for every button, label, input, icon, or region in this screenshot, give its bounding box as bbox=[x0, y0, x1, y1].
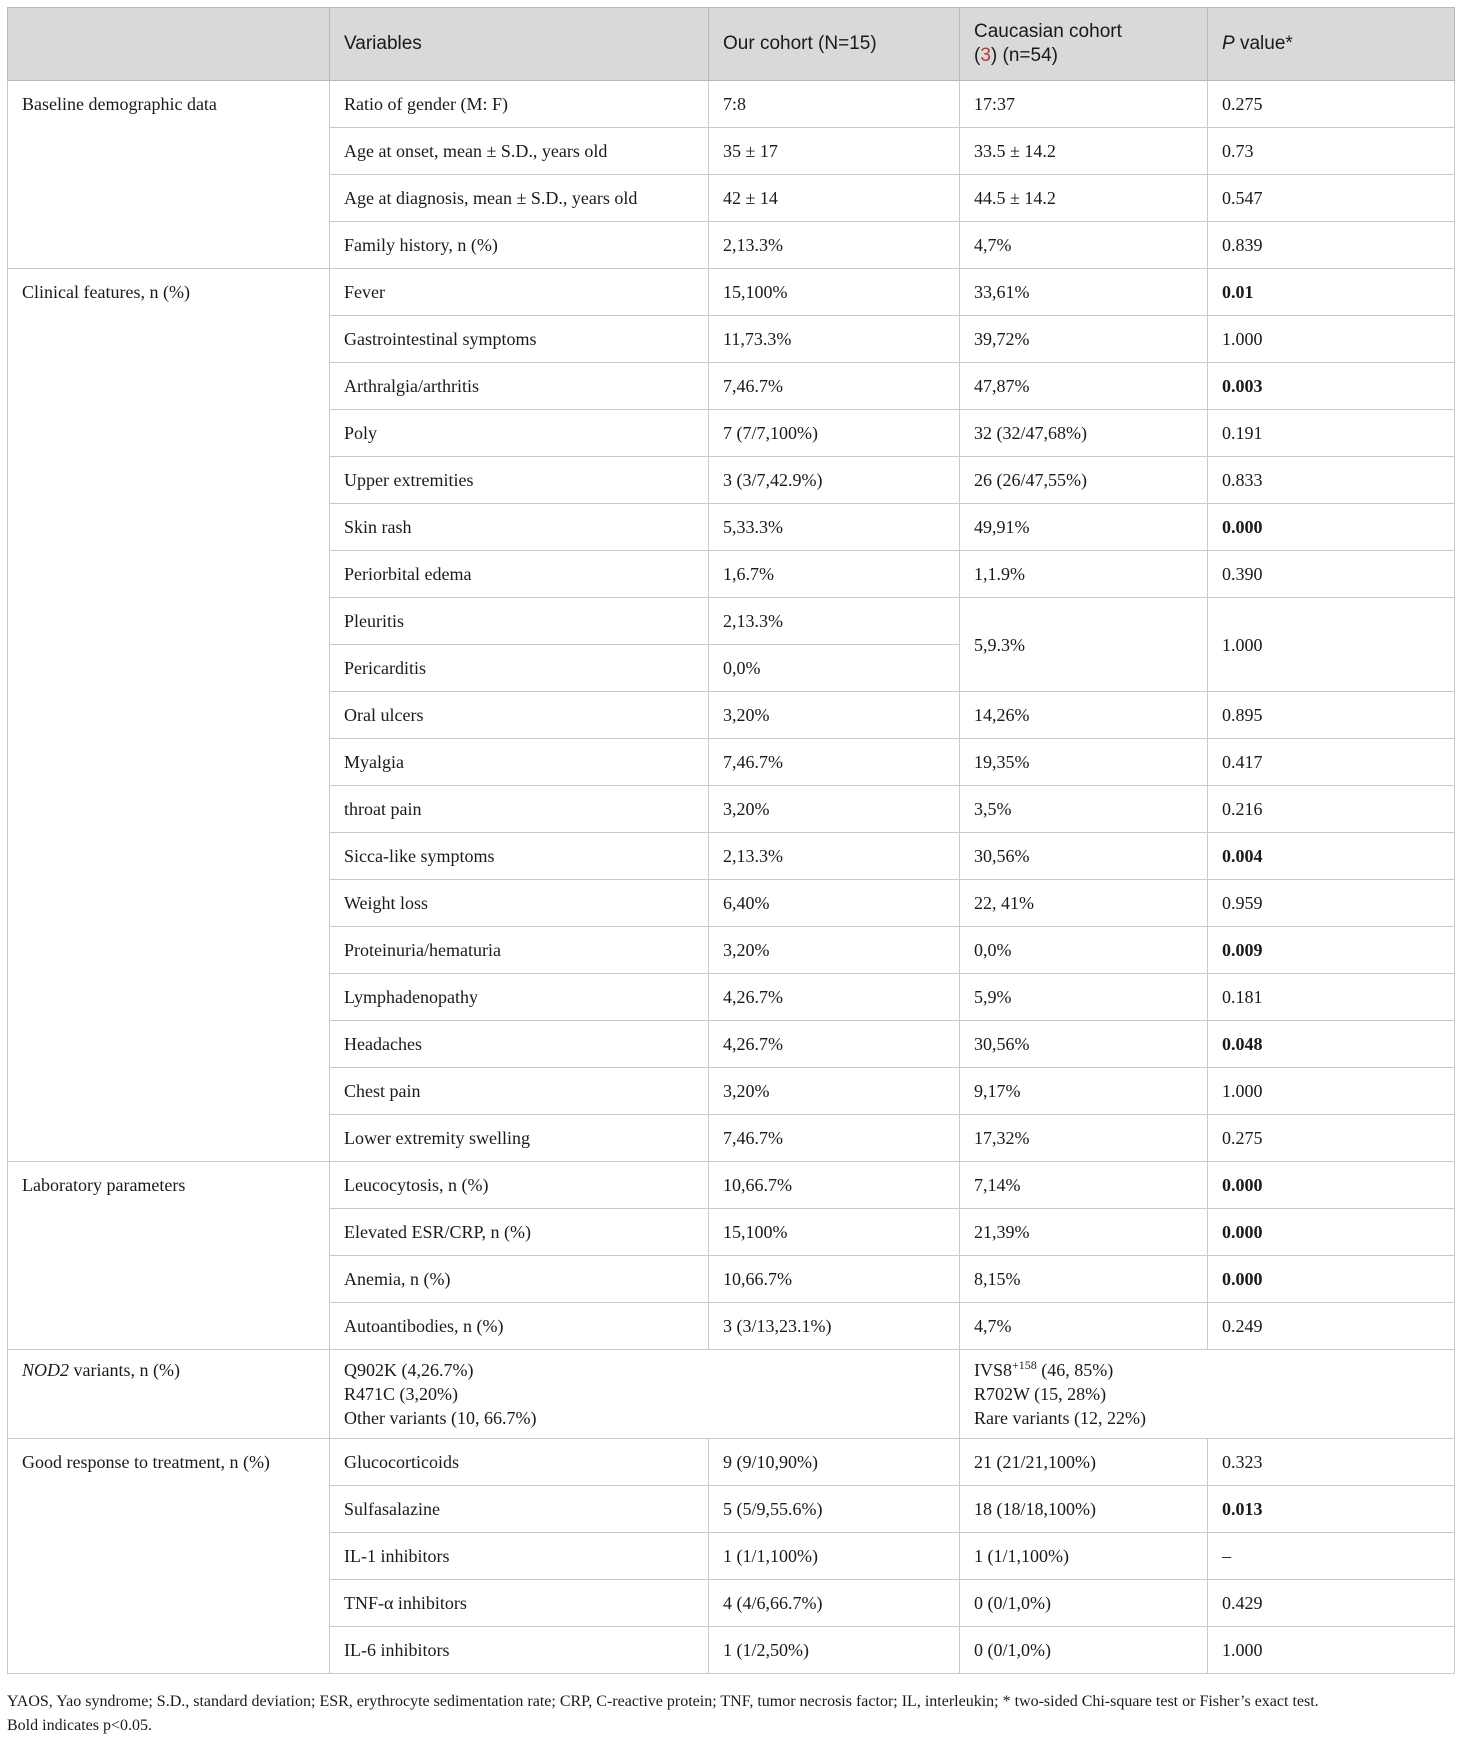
cell-caucasian: 0 (0/1,0%) bbox=[960, 1580, 1208, 1627]
cell-variable: Gastrointestinal symptoms bbox=[330, 316, 709, 363]
cell-our: 3,20% bbox=[709, 927, 960, 974]
cell-caucasian: 1 (1/1,100%) bbox=[960, 1533, 1208, 1580]
cell-nod2-our bbox=[330, 1350, 960, 1439]
cell-p: 0.275 bbox=[1208, 81, 1455, 128]
cell-caucasian: 19,35% bbox=[960, 739, 1208, 786]
cell-p: 0.048 bbox=[1208, 1021, 1455, 1068]
cell-our: 1 (1/2,50%) bbox=[709, 1627, 960, 1674]
cell-caucasian: 21,39% bbox=[960, 1209, 1208, 1256]
cell-variable: Leucocytosis, n (%) bbox=[330, 1162, 709, 1209]
cell-our: 7:8 bbox=[709, 81, 960, 128]
cell-caucasian: 8,15% bbox=[960, 1256, 1208, 1303]
cell-caucasian: 18 (18/18,100%) bbox=[960, 1486, 1208, 1533]
reference-link[interactable]: 3 bbox=[980, 45, 991, 66]
cell-caucasian: 0,0% bbox=[960, 927, 1208, 974]
cell-variable: Periorbital edema bbox=[330, 551, 709, 598]
cell-our: 4,26.7% bbox=[709, 974, 960, 1021]
cell-variable: Elevated ESR/CRP, n (%) bbox=[330, 1209, 709, 1256]
cell-our: 15,100% bbox=[709, 269, 960, 316]
cell-p: 0.004 bbox=[1208, 833, 1455, 880]
cell-caucasian: 33.5 ± 14.2 bbox=[960, 128, 1208, 175]
cell-variable: Upper extremities bbox=[330, 457, 709, 504]
cell-p: 1.000 bbox=[1208, 1627, 1455, 1674]
cell-variable: Weight loss bbox=[330, 880, 709, 927]
cell-caucasian: 3,5% bbox=[960, 786, 1208, 833]
cell-variable: Anemia, n (%) bbox=[330, 1256, 709, 1303]
cell-variable: TNF-α inhibitors bbox=[330, 1580, 709, 1627]
cell-p: 0.01 bbox=[1208, 269, 1455, 316]
cell-variable: Headaches bbox=[330, 1021, 709, 1068]
cell-our: 3 (3/7,42.9%) bbox=[709, 457, 960, 504]
cell-p: 0.959 bbox=[1208, 880, 1455, 927]
cell-caucasian-merged: 5,9.3% bbox=[960, 598, 1208, 692]
cell-caucasian: 26 (26/47,55%) bbox=[960, 457, 1208, 504]
cell-nod2-caucasian bbox=[960, 1350, 1455, 1439]
cell-variable: IL-1 inhibitors bbox=[330, 1533, 709, 1580]
cell-variable: Lymphadenopathy bbox=[330, 974, 709, 1021]
cell-our: 0,0% bbox=[709, 645, 960, 692]
cell-caucasian: 33,61% bbox=[960, 269, 1208, 316]
group-treatment: Good response to treatment, n (%) bbox=[8, 1439, 330, 1674]
cell-caucasian: 21 (21/21,100%) bbox=[960, 1439, 1208, 1486]
table-row bbox=[8, 1162, 1455, 1209]
cell-our: 4,26.7% bbox=[709, 1021, 960, 1068]
cell-our: 7,46.7% bbox=[709, 363, 960, 410]
cell-p: 0.73 bbox=[1208, 128, 1455, 175]
cell-variable: Pericarditis bbox=[330, 645, 709, 692]
cell-p: 0.000 bbox=[1208, 1256, 1455, 1303]
cell-variable: Skin rash bbox=[330, 504, 709, 551]
cell-variable: Age at onset, mean ± S.D., years old bbox=[330, 128, 709, 175]
cell-variable: Family history, n (%) bbox=[330, 222, 709, 269]
cell-caucasian: 39,72% bbox=[960, 316, 1208, 363]
header-variables: Variables bbox=[330, 8, 709, 81]
cell-variable: Age at diagnosis, mean ± S.D., years old bbox=[330, 175, 709, 222]
header-p-value: P value* bbox=[1208, 8, 1455, 81]
cell-caucasian: 5,9% bbox=[960, 974, 1208, 1021]
cell-our: 4 (4/6,66.7%) bbox=[709, 1580, 960, 1627]
cell-p: 0.003 bbox=[1208, 363, 1455, 410]
cell-variable: Proteinuria/hematuria bbox=[330, 927, 709, 974]
cell-p: 0.000 bbox=[1208, 1162, 1455, 1209]
cell-our: 35 ± 17 bbox=[709, 128, 960, 175]
cell-variable: Pleuritis bbox=[330, 598, 709, 645]
cell-variable: Sicca-like symptoms bbox=[330, 833, 709, 880]
cell-our: 2,13.3% bbox=[709, 833, 960, 880]
cell-p: 0.013 bbox=[1208, 1486, 1455, 1533]
cell-our: 2,13.3% bbox=[709, 598, 960, 645]
cell-variable: Chest pain bbox=[330, 1068, 709, 1115]
cell-caucasian: 32 (32/47,68%) bbox=[960, 410, 1208, 457]
cell-p: 0.181 bbox=[1208, 974, 1455, 1021]
group-lab: Laboratory parameters bbox=[8, 1162, 330, 1350]
cell-our: 1 (1/1,100%) bbox=[709, 1533, 960, 1580]
cell-p: 0.417 bbox=[1208, 739, 1455, 786]
cell-p: 0.000 bbox=[1208, 504, 1455, 551]
cell-our: 3,20% bbox=[709, 1068, 960, 1115]
cell-our: 11,73.3% bbox=[709, 316, 960, 363]
cell-p: 0.323 bbox=[1208, 1439, 1455, 1486]
comparison-table-container bbox=[7, 7, 1454, 1674]
footnote-abbreviations: YAOS, Yao syndrome; S.D., standard deviation; ESR, erythrocyte sedimentation rate; CRP, C-reactive protein; TNF, tumor necrosis factor; IL, interleukin; * two-sided Chi-square test or Fisher’s exact test. bbox=[7, 1693, 1319, 1710]
header-caucasian-cohort: Caucasian cohort (3) (n=54) bbox=[960, 8, 1208, 81]
cell-p: 0.275 bbox=[1208, 1115, 1455, 1162]
cell-caucasian: 44.5 ± 14.2 bbox=[960, 175, 1208, 222]
cell-caucasian: 49,91% bbox=[960, 504, 1208, 551]
nod2-caucasian-variant: R702W (15, 28%) bbox=[974, 1384, 1107, 1404]
cell-our: 2,13.3% bbox=[709, 222, 960, 269]
cell-variable: Myalgia bbox=[330, 739, 709, 786]
table-header-row bbox=[8, 8, 1455, 81]
cell-our: 6,40% bbox=[709, 880, 960, 927]
cell-variable: Glucocorticoids bbox=[330, 1439, 709, 1486]
cell-p: 0.547 bbox=[1208, 175, 1455, 222]
cell-caucasian: 14,26% bbox=[960, 692, 1208, 739]
cell-p: 0.390 bbox=[1208, 551, 1455, 598]
cell-caucasian: 22, 41% bbox=[960, 880, 1208, 927]
cell-our: 7,46.7% bbox=[709, 1115, 960, 1162]
cell-our: 3,20% bbox=[709, 786, 960, 833]
footnote-bold-note: Bold indicates p<0.05. bbox=[7, 1717, 153, 1734]
cell-caucasian: 4,7% bbox=[960, 1303, 1208, 1350]
table-row-nod2 bbox=[8, 1350, 1455, 1439]
cell-caucasian: 4,7% bbox=[960, 222, 1208, 269]
group-clinical: Clinical features, n (%) bbox=[8, 269, 330, 1162]
comparison-table bbox=[7, 7, 1455, 1674]
cell-p: 0.833 bbox=[1208, 457, 1455, 504]
cell-caucasian: 0 (0/1,0%) bbox=[960, 1627, 1208, 1674]
cell-caucasian: 30,56% bbox=[960, 1021, 1208, 1068]
cell-our: 5 (5/9,55.6%) bbox=[709, 1486, 960, 1533]
cell-variable: IL-6 inhibitors bbox=[330, 1627, 709, 1674]
cell-caucasian: 17:37 bbox=[960, 81, 1208, 128]
cell-p: 1.000 bbox=[1208, 316, 1455, 363]
cell-p: 0.009 bbox=[1208, 927, 1455, 974]
cell-variable: Sulfasalazine bbox=[330, 1486, 709, 1533]
cell-caucasian: 9,17% bbox=[960, 1068, 1208, 1115]
cell-p: 0.839 bbox=[1208, 222, 1455, 269]
cell-p: 0.429 bbox=[1208, 1580, 1455, 1627]
cell-caucasian: 47,87% bbox=[960, 363, 1208, 410]
cell-variable: Oral ulcers bbox=[330, 692, 709, 739]
cell-our: 7,46.7% bbox=[709, 739, 960, 786]
cell-caucasian: 1,1.9% bbox=[960, 551, 1208, 598]
nod2-our-variant: Other variants (10, 66.7%) bbox=[344, 1408, 537, 1428]
nod2-our-variant: R471C (3,20%) bbox=[344, 1384, 458, 1404]
cell-our: 9 (9/10,90%) bbox=[709, 1439, 960, 1486]
cell-caucasian: 17,32% bbox=[960, 1115, 1208, 1162]
cell-variable: Poly bbox=[330, 410, 709, 457]
cell-our: 42 ± 14 bbox=[709, 175, 960, 222]
nod2-caucasian-variant: $IVS8^{+158}$ (46, 85%) bbox=[974, 1358, 1114, 1380]
cell-variable: Autoantibodies, n (%) bbox=[330, 1303, 709, 1350]
cell-our: 3 (3/13,23.1%) bbox=[709, 1303, 960, 1350]
cell-p: 0.000 bbox=[1208, 1209, 1455, 1256]
cell-variable: Arthralgia/arthritis bbox=[330, 363, 709, 410]
cell-p: – bbox=[1208, 1533, 1455, 1580]
group-baseline: Baseline demographic data bbox=[8, 81, 330, 269]
cell-variable: Ratio of gender (M: F) bbox=[330, 81, 709, 128]
cell-p: 0.216 bbox=[1208, 786, 1455, 833]
cell-our: 15,100% bbox=[709, 1209, 960, 1256]
group-nod2: NOD2 variants, n (%) bbox=[8, 1350, 330, 1439]
table-row bbox=[8, 1439, 1455, 1486]
header-our-cohort: Our cohort (N=15) bbox=[709, 8, 960, 81]
nod2-caucasian-variant: Rare variants (12, 22%) bbox=[974, 1408, 1146, 1428]
cell-caucasian: 7,14% bbox=[960, 1162, 1208, 1209]
table-footnote bbox=[7, 1690, 1454, 1738]
header-empty bbox=[8, 8, 330, 81]
cell-our: 10,66.7% bbox=[709, 1256, 960, 1303]
cell-variable: Fever bbox=[330, 269, 709, 316]
cell-p: 0.895 bbox=[1208, 692, 1455, 739]
table-row bbox=[8, 81, 1455, 128]
cell-our: 10,66.7% bbox=[709, 1162, 960, 1209]
cell-p: 1.000 bbox=[1208, 1068, 1455, 1115]
cell-our: 3,20% bbox=[709, 692, 960, 739]
cell-caucasian: 30,56% bbox=[960, 833, 1208, 880]
cell-variable: Lower extremity swelling bbox=[330, 1115, 709, 1162]
cell-p-merged: 1.000 bbox=[1208, 598, 1455, 692]
nod2-our-variant: Q902K (4,26.7%) bbox=[344, 1360, 474, 1380]
cell-p: 0.191 bbox=[1208, 410, 1455, 457]
cell-variable: throat pain bbox=[330, 786, 709, 833]
table-row bbox=[8, 269, 1455, 316]
cell-our: 5,33.3% bbox=[709, 504, 960, 551]
cell-our: 1,6.7% bbox=[709, 551, 960, 598]
cell-our: 7 (7/7,100%) bbox=[709, 410, 960, 457]
cell-p: 0.249 bbox=[1208, 1303, 1455, 1350]
